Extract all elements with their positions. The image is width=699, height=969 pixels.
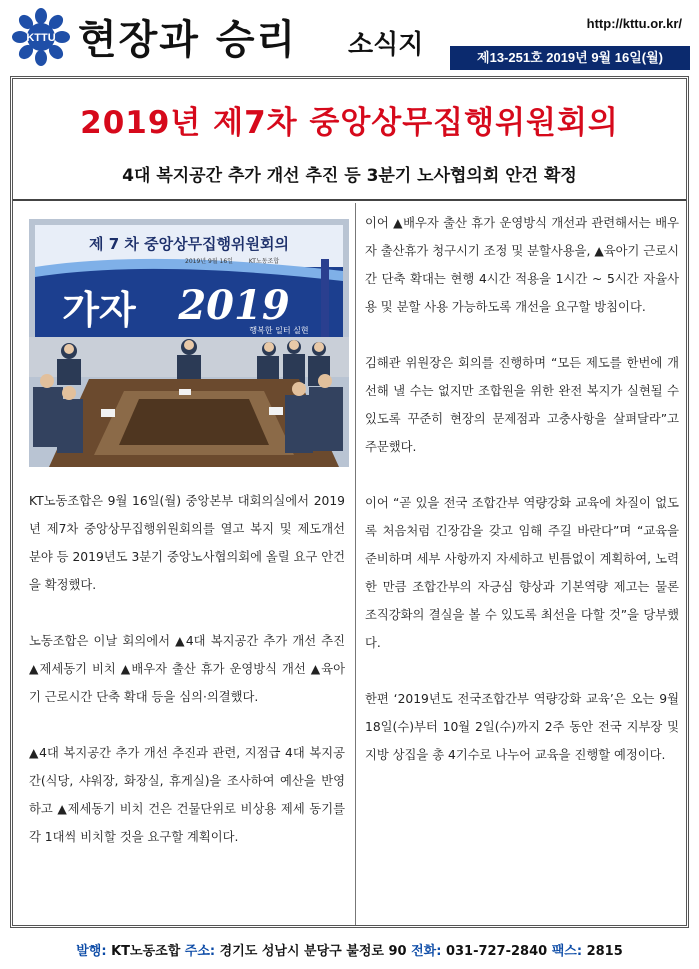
address-label: 주소: xyxy=(184,944,216,959)
phone-label: 전화: xyxy=(411,944,442,959)
banner-date: 2019년 9월 16일 xyxy=(185,258,233,265)
title-divider xyxy=(13,199,686,201)
newsletter-subtitle: 소식지 xyxy=(348,30,424,60)
newsletter-title: 현장과 승리 xyxy=(78,16,298,63)
subheadline: 4대 복지공간 추가 개선 추진 등 3분기 노사협의회 안건 확정 xyxy=(122,166,577,186)
column-divider xyxy=(355,203,356,925)
banner-org: KT노동조합 xyxy=(248,258,280,265)
masthead xyxy=(10,6,690,68)
right-column xyxy=(365,209,679,769)
banner-title: 제 7 차 중앙상무집행위원회의 xyxy=(89,235,289,253)
paragraph: 이어 ▲배우자 출산 휴가 운영방식 개선과 관련해서는 배우자 출산휴가 청구시기 조정 및 분할사용을, ▲육아기 근로시간 단축 확대는 현행 4시간 적용을 1시간 ~ 5시간 자율사용 및 분할 사용 가능하도록 개선을 요구할 방침이다. xyxy=(365,216,679,314)
left-column xyxy=(29,487,345,851)
address: 경기도 성남시 분당구 불정로 90 xyxy=(219,944,407,959)
logo-text: KTTU xyxy=(26,32,56,44)
phone: 031-727-2840 xyxy=(445,944,548,959)
paragraph: 한편 ‘2019년도 전국조합간부 역량강화 교육’은 오는 9월 18일(수)부터 10월 2일(수)까지 2주 동안 전국 지부장 및 지방 상집을 총 4기수로 나누어 교육을 진행할 예정이다. xyxy=(365,692,679,762)
banner-small: 행복한 일터 실현 xyxy=(249,326,309,335)
banner-slogan-left: 가자 xyxy=(62,288,136,332)
headline: 2019년 제7차 중앙상무집행위원회의 xyxy=(80,105,619,141)
paragraph: 노동조합은 이날 회의에서 ▲4대 복지공간 추가 개선 추진 ▲제세동기 비치 ▲배우자 출산 휴가 운영방식 개선 ▲육아기 근로시간 단축 확대 등을 심의·의결했다. xyxy=(29,634,345,704)
footer xyxy=(0,940,699,959)
kttu-logo-icon xyxy=(12,8,70,66)
meeting-photo xyxy=(29,219,349,467)
banner-slogan-right: 2019 xyxy=(178,282,290,329)
article-frame xyxy=(10,76,689,928)
fax: 2815 xyxy=(586,944,623,959)
paragraph: ▲4대 복지공간 추가 개선 추진과 관련, 지점급 4대 복지공간(식당, 샤워장, 화장실, 휴게실)을 조사하여 예산을 반영하고 ▲제세동기 비치 건은 건물단위로 비상용 제세 동기를 각 1대씩 비치할 것을 요구할 계획이다. xyxy=(29,746,345,844)
fax-label: 팩스: xyxy=(551,944,583,959)
publisher: KT노동조합 xyxy=(111,944,181,959)
paragraph: 김해관 위원장은 회의를 진행하며 “모든 제도를 한번에 개선해 낼 수는 없지만 조합원을 위한 완전 복지가 실현될 수 있도록 꾸준히 현장의 문제점과 고충사항을 살펴달라”고 주문했다. xyxy=(365,356,679,454)
paragraph: 이어 “곧 있을 전국 조합간부 역량강화 교육에 차질이 없도록 처음처럼 긴장감을 갖고 임해 주길 바란다”며 “교육을 준비하며 세부 사항까지 자세하고 빈틈없이 계획하여, 노력한 만큼 조합간부의 자긍심 향상과 기본역량 제고는 물론 조직강화의 결실을 볼 수 있도록 최선을 다할 것”을 당부했다. xyxy=(365,496,679,650)
publisher-label: 발행: xyxy=(76,944,107,959)
paragraph: KT노동조합은 9월 16일(월) 중앙본부 대회의실에서 2019년 제7차 중앙상무집행위원회의를 열고 복지 및 제도개선 분야 등 2019년도 3분기 중앙노사협의회에 올릴 요구 안건을 확정했다. xyxy=(29,494,345,592)
issue-info: 제13-251호 2019년 9월 16일(월) xyxy=(450,46,690,70)
website-url[interactable]: http://kttu.or.kr/ xyxy=(586,16,682,31)
